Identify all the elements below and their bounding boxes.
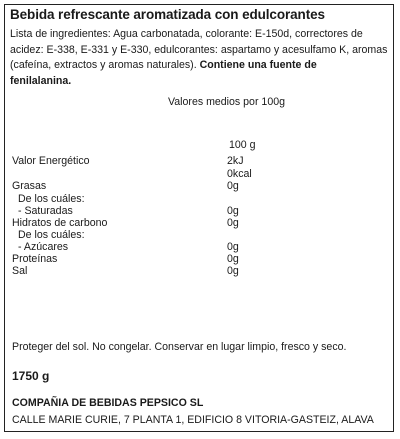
storage-instructions: Proteger del sol. No congelar. Conservar en lugar limpio, fresco y seco. — [12, 341, 347, 353]
nutrition-row-label: - Azúcares — [18, 241, 69, 253]
nutrition-row-label: Hidratos de carbono — [12, 217, 108, 229]
nutrition-row-value: 2kJ — [227, 155, 244, 167]
nutrition-row-label: Grasas — [12, 180, 47, 192]
company-address: CALLE MARIE CURIE, 7 PLANTA 1, EDIFICIO 8 VITORIA-GASTEIZ, ALAVA — [12, 414, 374, 426]
nutrition-row-label: - Saturadas — [18, 205, 73, 217]
nutrition-row-value: 0g — [227, 217, 239, 229]
ingredients-list — [10, 27, 388, 89]
net-weight: 1750 g — [12, 369, 50, 383]
allergen-warning: fenilalanina. — [10, 74, 72, 87]
nutrition-row-label: De los cuáles: — [18, 229, 85, 241]
nutrition-row-label: De los cuáles: — [18, 193, 85, 205]
nutrition-row-label: Sal — [12, 265, 28, 277]
nutrition-row-label: Proteínas — [12, 253, 58, 265]
allergen-warning: Contiene una fuente de — [199, 59, 317, 71]
ingredients-line — [10, 58, 388, 74]
nutrition-row-value: 0g — [227, 180, 239, 192]
product-title: Bebida refrescante aromatizada con edulcorantes — [10, 7, 325, 22]
nutrition-row-value: 0g — [227, 253, 239, 265]
company-name: COMPAÑIA DE BEBIDAS PEPSICO SL — [12, 397, 204, 409]
nutrition-column-header: 100 g — [229, 139, 256, 151]
ingredients-text: (cafeína, extractos y aromas naturales). — [10, 59, 200, 71]
nutrition-row-value: 0g — [227, 265, 239, 277]
ingredients-line: Lista de ingredientes: Agua carbonatada, colorante: E-150d, correctores de — [10, 28, 363, 40]
nutrition-row-value: 0g — [227, 205, 239, 217]
nutrition-row-value: 0g — [227, 241, 239, 253]
nutrition-row-label: Valor Energético — [12, 155, 90, 167]
nutrition-row-value: 0kcal — [227, 168, 252, 180]
nutrition-header: Valores medios por 100g — [168, 96, 285, 108]
ingredients-line: acidez: E-338, E-331 y E-330, edulcorantes: aspartamo y acesulfamo K, aromas — [10, 43, 388, 56]
ingredients-line — [10, 74, 388, 90]
